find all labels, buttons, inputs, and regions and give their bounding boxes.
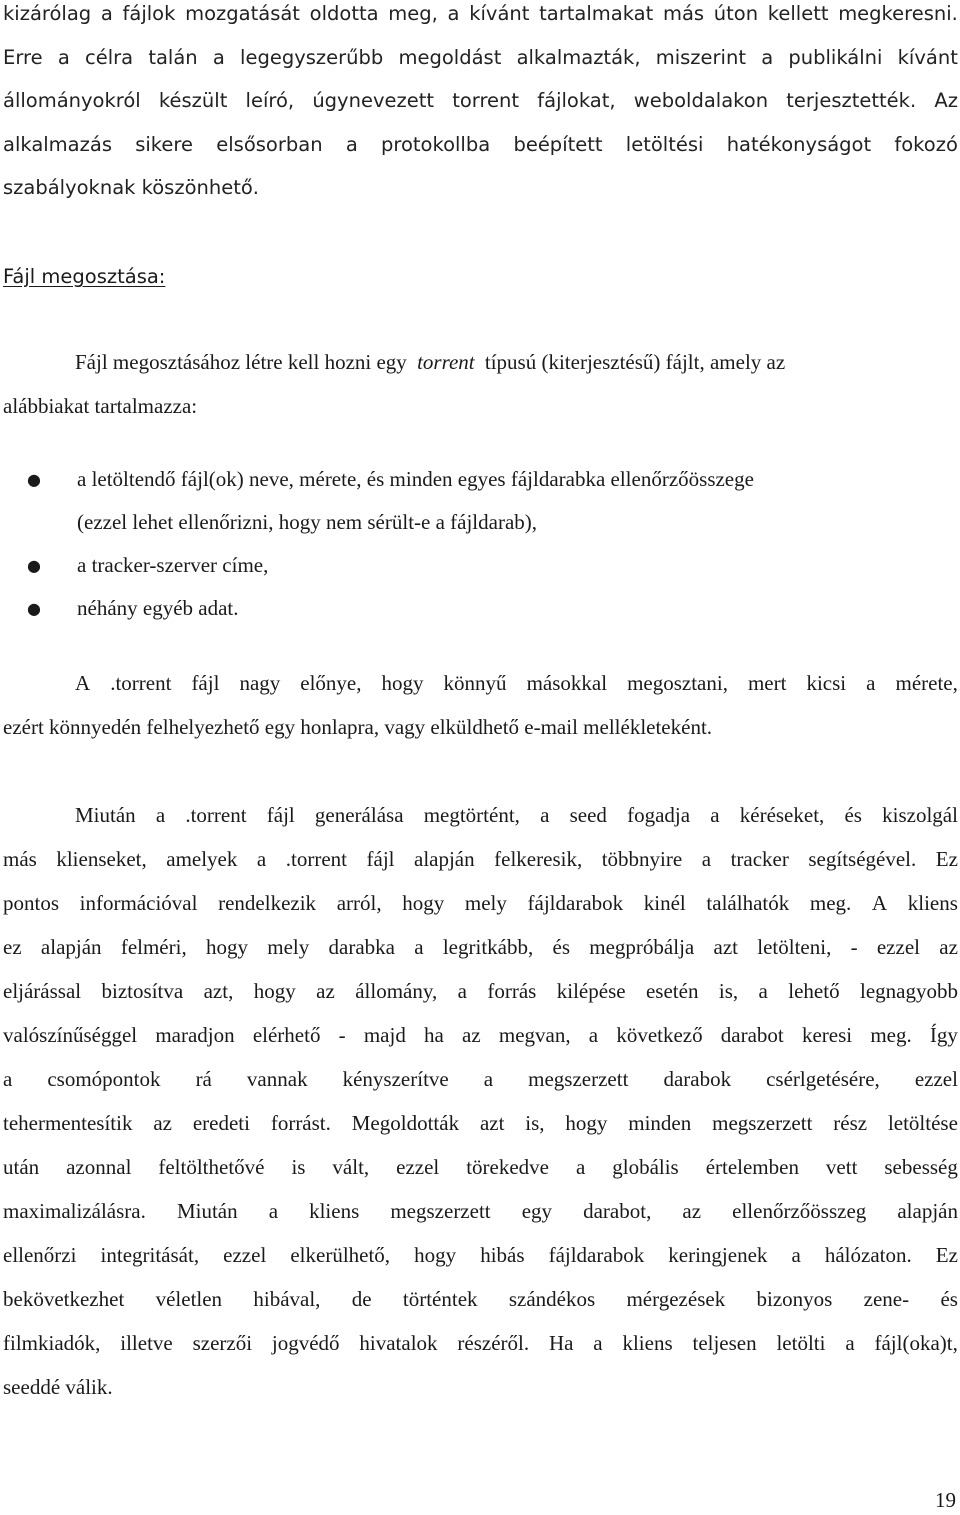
word: megkeresni. — [838, 2, 958, 25]
word: mely — [267, 935, 310, 959]
word: az — [153, 1111, 172, 1135]
word: - — [338, 1023, 346, 1047]
word: a — [447, 2, 460, 25]
word: hivatalok — [359, 1331, 438, 1355]
word: elsősorban — [216, 132, 323, 156]
word: Erre — [3, 45, 43, 69]
word: az — [939, 935, 958, 959]
word: az — [316, 979, 335, 1003]
list-item-text: a tracker-szerver címe, — [77, 553, 269, 577]
word: ezzel — [396, 1155, 440, 1179]
word: .torrent — [285, 847, 347, 871]
word: ellenőrzi — [3, 1243, 77, 1267]
word: mérete, — [895, 671, 958, 695]
intro-italic-term: torrent — [417, 350, 475, 374]
word: illetve — [120, 1331, 173, 1355]
list-item-text: a letöltendő fájl(ok) neve, mérete, és minden egyes fájldarabka ellenőrzőösszege — [77, 467, 754, 491]
word: legritkább, — [442, 935, 534, 959]
word: biztosítva — [101, 979, 184, 1003]
text-line — [3, 969, 958, 1013]
word: egy — [521, 1199, 553, 1223]
word: a — [268, 1199, 279, 1223]
word: mely — [464, 891, 507, 915]
word: legnagyobb — [860, 979, 958, 1003]
word: eredeti — [192, 1111, 250, 1135]
word: és — [940, 1287, 958, 1311]
word: darabot — [720, 1023, 784, 1047]
word: A — [75, 671, 91, 695]
bullet-icon: ● — [27, 599, 41, 618]
word: zene- — [863, 1287, 910, 1311]
word: ez — [3, 935, 22, 959]
word: talán — [148, 45, 198, 69]
word: alkalmazták, — [516, 45, 641, 69]
word: mozgatását — [185, 2, 300, 25]
text-line — [3, 0, 958, 36]
word: értelemben — [705, 1155, 799, 1179]
word: megszerzett — [528, 1067, 629, 1091]
word: a — [256, 847, 267, 871]
text-line — [3, 1277, 958, 1321]
word: hogy — [253, 979, 296, 1003]
word: kívánt — [469, 2, 530, 25]
word: kicsi — [806, 671, 847, 695]
word: rá — [195, 1067, 212, 1091]
word: véletlen — [155, 1287, 223, 1311]
word: Ez — [935, 847, 958, 871]
word: is, — [718, 979, 739, 1003]
word: úgynevezett — [312, 89, 435, 112]
word: a — [575, 1155, 586, 1179]
word: vannak — [246, 1067, 308, 1091]
word: hibás — [480, 1243, 525, 1267]
word: állományokról — [3, 89, 141, 112]
text-line — [3, 123, 958, 167]
word: Ha — [548, 1331, 574, 1355]
word: másokkal — [526, 671, 608, 695]
word: megosztani, — [627, 671, 728, 695]
word: a — [588, 1023, 599, 1047]
word: protokollba — [381, 132, 491, 156]
word: nagy — [239, 671, 281, 695]
page-number: 19 — [935, 1488, 956, 1512]
word: felkeresik, — [494, 847, 583, 871]
word: torrent — [452, 89, 520, 112]
word: hogy — [402, 891, 445, 915]
word: alapján — [414, 847, 475, 871]
word: weboldalakon — [633, 89, 769, 112]
word: maximalizálásra. — [3, 1199, 146, 1223]
word: következő — [616, 1023, 703, 1047]
word: fájlokat, — [537, 89, 616, 112]
word: csérlgetésére, — [766, 1067, 880, 1091]
word: kéréseket, — [739, 803, 825, 827]
word: törekedve — [466, 1155, 549, 1179]
word: a — [701, 847, 712, 871]
word: segítségével. — [808, 847, 917, 871]
word: kizárólag — [3, 2, 92, 25]
word: is, — [525, 1111, 545, 1135]
word: megoldást — [398, 45, 502, 69]
list-item — [0, 544, 960, 587]
word: jogvédő — [271, 1331, 340, 1355]
word: miszerint — [655, 45, 746, 69]
word: a — [3, 1067, 13, 1091]
word: úton — [713, 2, 759, 25]
word: Megoldották — [351, 1111, 460, 1135]
word: letöltése — [887, 1111, 958, 1135]
word: megtörtént, — [423, 803, 520, 827]
intro-text: típusú (kiterjesztésű) fájlt, amely az — [484, 350, 786, 374]
text-line: szabályoknak köszönhető. — [3, 176, 259, 199]
word: csomópontok — [47, 1067, 161, 1091]
word: kényszerítve — [342, 1067, 449, 1091]
word: után — [3, 1155, 40, 1179]
word: részéről. — [457, 1331, 530, 1355]
word: fájl — [266, 803, 295, 827]
word: fájlok — [122, 2, 176, 25]
word: forrást. — [270, 1111, 331, 1135]
word: a — [155, 803, 166, 827]
intro-text: Fájl megosztásához létre kell hozni egy — [75, 350, 407, 374]
word: pontos — [3, 891, 60, 915]
word: a — [414, 935, 424, 959]
word: beépített — [513, 132, 603, 156]
word: letölteni, — [757, 935, 832, 959]
word: és — [552, 935, 570, 959]
word: bekövetkezhet — [3, 1287, 125, 1311]
word: szerzői — [192, 1331, 253, 1355]
word: legegyszerűbb — [240, 45, 384, 69]
word: az — [462, 1023, 481, 1047]
word: hálózaton. — [824, 1243, 912, 1267]
bullet-list — [0, 458, 960, 630]
text-line — [3, 881, 958, 925]
word: esetén — [645, 979, 699, 1003]
word: a — [866, 671, 876, 695]
word: eljárással — [3, 979, 82, 1003]
word: alapján — [40, 935, 102, 959]
word: fájldarabok — [548, 1243, 645, 1267]
word: kilépése — [556, 979, 626, 1003]
word: darabot, — [583, 1199, 652, 1223]
word: darabka — [328, 935, 395, 959]
word: más — [662, 2, 705, 25]
word: integritását, — [100, 1243, 200, 1267]
word: majd — [363, 1023, 406, 1047]
word: publikálni — [788, 45, 883, 69]
text-line — [3, 661, 958, 705]
word: meg. — [809, 891, 852, 915]
word: lehető — [788, 979, 840, 1003]
word: teljesen — [692, 1331, 757, 1355]
intro-paragraph — [3, 340, 958, 428]
word: rész — [833, 1111, 868, 1135]
word: célra — [84, 45, 134, 69]
word: kívánt — [897, 45, 958, 69]
text-line: ezért könnyedén felhelyezhető egy honlapra, vagy elküldhető e-mail mellékleteként. — [3, 715, 713, 739]
list-item-text: (ezzel lehet ellenőrizni, hogy nem sérült-e a fájldarab), — [77, 510, 538, 534]
word: könnyű — [443, 671, 507, 695]
word: kiszolgál — [882, 803, 958, 827]
word: filmkiadók, — [3, 1331, 101, 1355]
word: más — [3, 847, 37, 871]
word: a — [483, 1067, 494, 1091]
word: többnyire — [601, 847, 683, 871]
text-line — [3, 1145, 958, 1189]
text-line — [3, 793, 958, 837]
word: a — [457, 979, 467, 1003]
word: tehermentesítik — [3, 1111, 133, 1135]
word: letölti — [776, 1331, 826, 1355]
word: oldotta — [309, 2, 379, 25]
word: Miután — [75, 803, 136, 827]
word: kellett — [767, 2, 829, 25]
text-line — [3, 1321, 958, 1365]
word: a — [593, 1331, 603, 1355]
word: sikere — [135, 132, 193, 156]
word: keringjenek — [668, 1243, 768, 1267]
word: előnye, — [300, 671, 362, 695]
word: hogy — [565, 1111, 608, 1135]
word: globális — [612, 1155, 679, 1179]
word: fájl(oka)t, — [874, 1331, 958, 1355]
word: a — [57, 45, 70, 69]
word: állomány, — [355, 979, 438, 1003]
word: hibával, — [253, 1287, 321, 1311]
list-item-text: néhány egyéb adat. — [77, 596, 239, 620]
text-line — [3, 1013, 958, 1057]
word: - — [850, 935, 858, 959]
list-item — [0, 458, 960, 501]
top-paragraph — [3, 0, 958, 210]
word: azonnal — [66, 1155, 132, 1179]
word: a — [845, 1331, 855, 1355]
text-line: seeddé válik. — [3, 1375, 113, 1399]
word: hatékonyságot — [726, 132, 872, 156]
word: bizonyos — [756, 1287, 833, 1311]
word: generálása — [314, 803, 404, 827]
word: információval — [79, 891, 198, 915]
word: .torrent — [110, 671, 172, 695]
word: a — [758, 979, 768, 1003]
word: a — [791, 1243, 801, 1267]
word: hogy — [205, 935, 248, 959]
word: fokozó — [894, 132, 958, 156]
text-line — [3, 79, 958, 123]
word: megszerzett — [712, 1111, 813, 1135]
seed-paragraph — [3, 793, 958, 1409]
word: terjesztették. — [786, 89, 917, 112]
word: letöltési — [625, 132, 704, 156]
word: ezzel — [876, 935, 920, 959]
word: tartalmakat — [539, 2, 654, 25]
word: valószínűséggel — [3, 1023, 138, 1047]
word: megpróbálja — [589, 935, 695, 959]
word: tracker — [730, 847, 789, 871]
text-line — [3, 1189, 958, 1233]
word: azt — [713, 935, 738, 959]
word: Így — [929, 1023, 958, 1047]
word: felméri, — [120, 935, 187, 959]
word: meg, — [388, 2, 438, 25]
word: de — [351, 1287, 372, 1311]
word: a — [345, 132, 358, 156]
word: kliens — [309, 1199, 360, 1223]
word: klienseket, — [56, 847, 147, 871]
word: fájldarabok — [527, 891, 624, 915]
word: kliens — [907, 891, 958, 915]
word: és — [844, 803, 862, 827]
word: a — [761, 45, 774, 69]
list-item-continuation — [0, 501, 960, 544]
word: is — [291, 1155, 306, 1179]
word: vált, — [332, 1155, 370, 1179]
word: ellenőrzőösszeg — [732, 1199, 867, 1223]
word: mert — [747, 671, 787, 695]
word: a — [100, 2, 113, 25]
word: .torrent — [185, 803, 247, 827]
word: megvan, — [498, 1023, 571, 1047]
text-line — [3, 1101, 958, 1145]
word: a — [212, 45, 225, 69]
list-item — [0, 587, 960, 630]
word: ha — [424, 1023, 444, 1047]
word: elérhető — [252, 1023, 321, 1047]
word: sebesség — [884, 1155, 958, 1179]
word: azt — [479, 1111, 505, 1135]
text-line: alábbiakat tartalmazza: — [3, 394, 198, 418]
word: Miután — [176, 1199, 238, 1223]
word: mérgezések — [626, 1287, 726, 1311]
word: elkerülhető, — [290, 1243, 391, 1267]
word: leíró, — [245, 89, 295, 112]
word: arról, — [336, 891, 382, 915]
word: az — [682, 1199, 702, 1223]
word: fogadja — [627, 803, 691, 827]
word: meg. — [870, 1023, 912, 1047]
bullet-icon: ● — [27, 556, 41, 575]
text-line — [3, 340, 958, 384]
word: amelyek — [166, 847, 238, 871]
word: szándékos — [508, 1287, 596, 1311]
word: találhatók — [706, 891, 790, 915]
word: kliens — [622, 1331, 673, 1355]
text-line — [3, 36, 958, 80]
torrent-paragraph — [3, 661, 958, 749]
word: rendelkezik — [218, 891, 317, 915]
word: feltölthetővé — [158, 1155, 265, 1179]
text-line — [3, 1233, 958, 1277]
word: alapján — [897, 1199, 958, 1223]
text-line — [3, 1057, 958, 1101]
word: Az — [934, 89, 958, 112]
word: Ez — [935, 1243, 958, 1267]
word: alkalmazás — [3, 132, 112, 156]
word: fájl — [366, 847, 395, 871]
word: történtek — [402, 1287, 478, 1311]
word: vett — [825, 1155, 858, 1179]
word: seed — [569, 803, 607, 827]
word: hogy — [381, 671, 424, 695]
word: azt, — [203, 979, 234, 1003]
word: darabok — [663, 1067, 732, 1091]
word: A — [871, 891, 888, 915]
word: a — [540, 803, 550, 827]
text-line — [3, 837, 958, 881]
bullet-icon: ● — [27, 470, 41, 489]
word: maradjon — [155, 1023, 235, 1047]
section-heading: Fájl megosztása: — [3, 265, 166, 288]
word: megszerzett — [390, 1199, 491, 1223]
word: minden — [628, 1111, 692, 1135]
word: forrás — [487, 979, 537, 1003]
word: hogy — [414, 1243, 457, 1267]
word: keresi — [801, 1023, 853, 1047]
word: fájl — [191, 671, 220, 695]
word: a — [710, 803, 720, 827]
text-line — [3, 925, 958, 969]
word: ezzel — [223, 1243, 267, 1267]
word: készült — [158, 89, 228, 112]
word: kinél — [643, 891, 686, 915]
word: ezzel — [914, 1067, 958, 1091]
